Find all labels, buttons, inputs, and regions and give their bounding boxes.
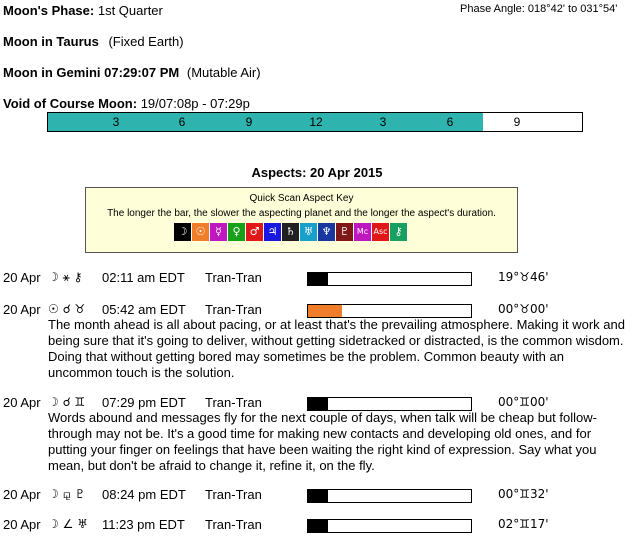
aspect-glyphs: ☽ ⚹ ⚷	[48, 270, 83, 284]
aspect-description: Words abound and messages fly for the next couple of days, when talk will be cheap but follow-through may not be. It's a good time for making new contacts and developing old ones, and for putting your finger on feelings that have been waiting the right kind of expression. Say what you mean, but don't be afraid to change it, refine it, on the fly.	[48, 410, 597, 473]
aspect-position: 00°♊32'	[498, 487, 549, 501]
key-glyph-icon: ♅	[300, 223, 318, 241]
key-glyph-icon: ☿	[210, 223, 228, 241]
voc-tick: 12	[309, 115, 323, 129]
key-glyph-icon: ♀	[228, 223, 246, 241]
aspects-title: Aspects: 20 Apr 2015	[251, 165, 383, 180]
moon-taurus-label: Moon in Taurus	[3, 34, 99, 49]
aspect-position: 00°♉00'	[498, 302, 549, 316]
aspect-type: Tran-Tran	[205, 517, 262, 532]
aspect-date: 20 Apr	[3, 517, 41, 532]
voc-tick: 6	[446, 115, 454, 129]
aspect-duration-fill	[308, 305, 342, 317]
key-glyph-icon: Asc	[372, 223, 390, 241]
void-of-course-bar	[47, 112, 583, 132]
aspect-duration-fill	[308, 273, 328, 285]
aspect-duration-bar	[307, 489, 472, 503]
aspect-duration-fill	[308, 490, 328, 502]
aspect-time: 02:11 am EDT	[102, 270, 185, 285]
aspect-key-glyph-row	[174, 223, 408, 241]
aspect-type: Tran-Tran	[205, 270, 262, 285]
aspect-key-title: Quick Scan Aspect Key	[249, 193, 354, 204]
aspect-position: 00°♊00'	[498, 395, 549, 409]
aspect-position: 19°♉46'	[498, 270, 549, 284]
voc-tick: 6	[178, 115, 186, 129]
aspect-duration-bar	[307, 519, 472, 533]
voc-value: 19/07:08p - 07:29p	[140, 96, 250, 111]
aspect-glyphs: ☽ ∠ ♅	[48, 517, 88, 531]
phase-angle: Phase Angle: 018°42' to 031°54'	[460, 3, 618, 15]
aspect-date: 20 Apr	[3, 395, 41, 410]
aspect-duration-bar	[307, 304, 472, 318]
aspect-date: 20 Apr	[3, 270, 41, 285]
aspect-duration-fill	[308, 520, 328, 532]
moon-phase-line	[3, 3, 163, 18]
voc-tick: 9	[513, 115, 521, 129]
key-glyph-icon: ♃	[264, 223, 282, 241]
voc-tick: 3	[379, 115, 387, 129]
aspect-type: Tran-Tran	[205, 395, 262, 410]
key-glyph-icon: ♆	[318, 223, 336, 241]
moon-gemini-value: (Mutable Air)	[186, 65, 261, 80]
moon-phase-value: 1st Quarter	[97, 3, 163, 18]
key-glyph-icon: ♇	[336, 223, 354, 241]
aspect-type: Tran-Tran	[205, 487, 262, 502]
key-glyph-icon: ⚷	[390, 223, 408, 241]
aspect-type: Tran-Tran	[205, 302, 262, 317]
voc-tick: 9	[245, 115, 253, 129]
aspect-key-box	[85, 187, 518, 253]
aspect-time: 08:24 pm EDT	[102, 487, 186, 502]
aspect-duration-bar	[307, 397, 472, 411]
moon-gemini-line	[3, 65, 261, 80]
aspect-date: 20 Apr	[3, 302, 41, 317]
aspect-glyphs: ☉ ☌ ♉	[48, 302, 86, 316]
aspect-date: 20 Apr	[3, 487, 41, 502]
aspect-time: 05:42 am EDT	[102, 302, 186, 317]
aspect-position: 02°♊17'	[498, 517, 549, 531]
moon-taurus-line	[3, 34, 184, 49]
aspect-duration-bar	[307, 272, 472, 286]
aspect-time: 11:23 pm EDT	[102, 517, 185, 532]
voc-label: Void of Course Moon:	[3, 96, 138, 111]
aspect-description: The month ahead is all about pacing, or at least that's the prevailing atmosphere. Making it work and being sure that it's going to deliver, without getting sidetracked or distracted, is the common wisdom. Doing that without getting bored may sometimes be the problem. Common beauty with an uncommon touch is the solution.	[48, 317, 625, 380]
aspect-glyphs: ☽ ☌ ♊	[48, 395, 86, 409]
voc-tick: 3	[112, 115, 120, 129]
moon-gemini-label: Moon in Gemini 07:29:07 PM	[3, 65, 180, 80]
key-glyph-icon: Mc	[354, 223, 372, 241]
key-glyph-icon: ☉	[192, 223, 210, 241]
moon-taurus-value: (Fixed Earth)	[108, 34, 184, 49]
aspect-duration-fill	[308, 398, 328, 410]
key-glyph-icon: ♂	[246, 223, 264, 241]
aspect-key-description: The longer the bar, the slower the aspecting planet and the longer the aspect's duration.	[107, 208, 496, 219]
aspect-glyphs: ☽ ⚼ ♇	[48, 487, 86, 501]
moon-phase-label: Moon's Phase:	[3, 3, 95, 18]
aspect-time: 07:29 pm EDT	[102, 395, 186, 410]
void-of-course-line	[3, 96, 250, 111]
key-glyph-icon: ♄	[282, 223, 300, 241]
key-glyph-icon: ☽	[174, 223, 192, 241]
